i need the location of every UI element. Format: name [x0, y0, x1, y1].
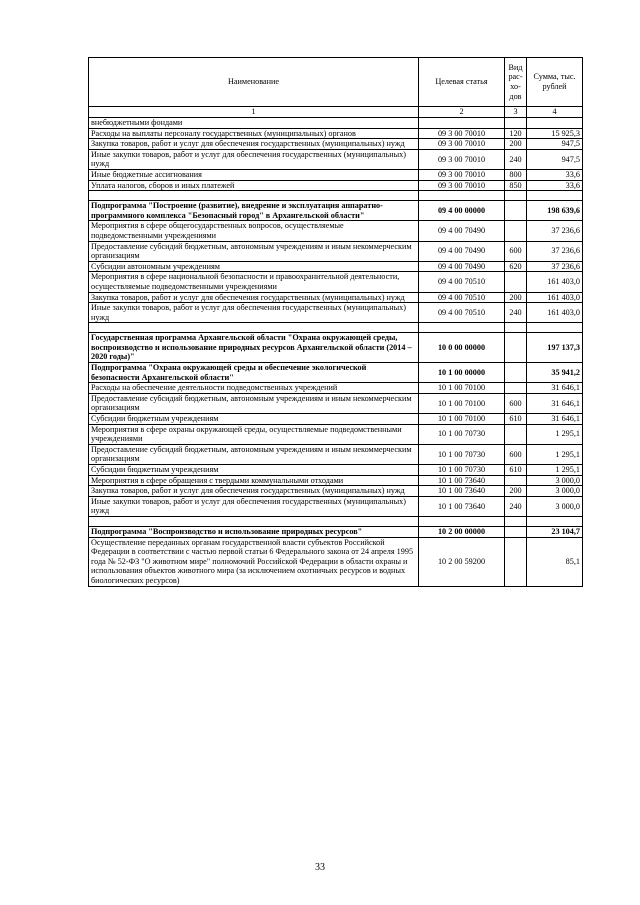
row-sum: 1 295,1: [527, 424, 583, 444]
row-target-article: 10 1 00 73640: [419, 475, 505, 486]
program-row: [89, 201, 583, 221]
empty-cell: [505, 191, 527, 201]
empty-cell: [505, 323, 527, 333]
row-name: Закупка товаров, работ и услуг для обеспечения государственных (муниципальных) нужд: [89, 486, 419, 497]
row-expense-kind: 620: [505, 261, 527, 272]
empty-cell: [527, 323, 583, 333]
spacer-row: [89, 516, 583, 526]
table-row: [89, 303, 583, 323]
table-row: [89, 475, 583, 486]
row-expense-kind: [505, 526, 527, 537]
row-target-article: 09 4 00 70490: [419, 221, 505, 241]
row-expense-kind: 850: [505, 180, 527, 191]
row-name: Иные закупки товаров, работ и услуг для обеспечения государственных (муниципальных) нужд: [89, 149, 419, 169]
table-row: [89, 261, 583, 272]
row-name: Мероприятия в сфере обращения с твердыми коммунальными отходами: [89, 475, 419, 486]
row-sum: 33,6: [527, 180, 583, 191]
row-name: внебюджетными фондами: [89, 118, 419, 129]
row-expense-kind: 200: [505, 292, 527, 303]
row-name: Подпрограмма "Воспроизводство и использование природных ресурсов": [89, 526, 419, 537]
row-expense-kind: [505, 537, 527, 586]
row-sum: 1 295,1: [527, 444, 583, 464]
header-name: Наименование: [89, 58, 419, 107]
table-row: [89, 424, 583, 444]
row-expense-kind: 200: [505, 139, 527, 150]
row-expense-kind: 800: [505, 169, 527, 180]
row-sum: 161 403,0: [527, 303, 583, 323]
row-expense-kind: 200: [505, 486, 527, 497]
row-name: Мероприятия в сфере общегосударственных вопросов, осуществляемые подведомственными учреждениями: [89, 221, 419, 241]
row-target-article: 09 4 00 70510: [419, 272, 505, 292]
row-expense-kind: [505, 383, 527, 394]
row-name: Уплата налогов, сборов и иных платежей: [89, 180, 419, 191]
row-sum: 1 295,1: [527, 465, 583, 476]
spacer-row: [89, 191, 583, 201]
row-sum: 161 403,0: [527, 272, 583, 292]
row-sum: 37 236,6: [527, 221, 583, 241]
table-row: [89, 486, 583, 497]
empty-cell: [89, 191, 419, 201]
row-name: Мероприятия в сфере охраны окружающей среды, осуществляемые подведомственными учреждениями: [89, 424, 419, 444]
row-target-article: 10 1 00 70730: [419, 465, 505, 476]
row-name: Иные закупки товаров, работ и услуг для обеспечения государственных (муниципальных) нужд: [89, 303, 419, 323]
table-row: [89, 496, 583, 516]
row-expense-kind: [505, 333, 527, 363]
row-sum: 85,1: [527, 537, 583, 586]
header-target-article: Целевая статья: [419, 58, 505, 107]
page-number: 33: [315, 862, 325, 873]
row-sum: 33,6: [527, 169, 583, 180]
program-row: [89, 363, 583, 383]
row-target-article: 10 1 00 70730: [419, 444, 505, 464]
column-numbers-row: [89, 107, 583, 118]
row-name: Субсидии бюджетным учреждениям: [89, 414, 419, 425]
empty-cell: [527, 191, 583, 201]
budget-table: [88, 57, 583, 587]
empty-cell: [505, 516, 527, 526]
row-target-article: 10 1 00 70100: [419, 414, 505, 425]
row-sum: 23 104,7: [527, 526, 583, 537]
row-target-article: 10 0 00 00000: [419, 333, 505, 363]
row-expense-kind: [505, 201, 527, 221]
row-expense-kind: 600: [505, 393, 527, 413]
row-expense-kind: 240: [505, 496, 527, 516]
row-sum: 198 639,6: [527, 201, 583, 221]
row-target-article: 09 3 00 70010: [419, 149, 505, 169]
row-expense-kind: [505, 475, 527, 486]
row-target-article: 09 3 00 70010: [419, 180, 505, 191]
row-sum: 31 646,1: [527, 414, 583, 425]
table-row: [89, 444, 583, 464]
spacer-row: [89, 323, 583, 333]
row-expense-kind: [505, 363, 527, 383]
row-sum: 31 646,1: [527, 383, 583, 394]
row-name: Предоставление субсидий бюджетным, автономным учреждениям и иным некоммерческим организациям: [89, 393, 419, 413]
row-sum: 3 000,0: [527, 475, 583, 486]
program-row: [89, 526, 583, 537]
row-name: Закупка товаров, работ и услуг для обеспечения государственных (муниципальных) нужд: [89, 292, 419, 303]
row-name: Подпрограмма "Охрана окружающей среды и обеспечение экологической безопасности Архангельской области": [89, 363, 419, 383]
table-body: [89, 118, 583, 587]
row-target-article: 10 1 00 70730: [419, 424, 505, 444]
row-target-article: 09 4 00 00000: [419, 201, 505, 221]
empty-cell: [89, 323, 419, 333]
row-name: Государственная программа Архангельской области "Охрана окружающей среды, воспроизводство и использование природных ресурсов Архангельской области (2014 – 2020 годы)": [89, 333, 419, 363]
row-sum: 3 000,0: [527, 486, 583, 497]
row-target-article: 09 3 00 70010: [419, 139, 505, 150]
header-expense-kind: Вид рас-хо-дов: [505, 58, 527, 107]
row-target-article: [419, 118, 505, 129]
column-number: 4: [527, 107, 583, 118]
row-target-article: 09 4 00 70510: [419, 292, 505, 303]
row-name: Иные бюджетные ассигнования: [89, 169, 419, 180]
row-target-article: 10 1 00 70100: [419, 383, 505, 394]
row-expense-kind: 600: [505, 241, 527, 261]
row-target-article: 09 3 00 70010: [419, 169, 505, 180]
row-target-article: 10 1 00 70100: [419, 393, 505, 413]
empty-cell: [419, 191, 505, 201]
row-expense-kind: 600: [505, 444, 527, 464]
row-expense-kind: 610: [505, 414, 527, 425]
table-row: [89, 465, 583, 476]
row-name: Расходы на выплаты персоналу государственных (муниципальных) органов: [89, 128, 419, 139]
row-name: Предоставление субсидий бюджетным, автономным учреждениям и иным некоммерческим организациям: [89, 241, 419, 261]
row-expense-kind: 240: [505, 149, 527, 169]
table-row: [89, 241, 583, 261]
row-target-article: 09 3 00 70010: [419, 128, 505, 139]
row-sum: 947,5: [527, 149, 583, 169]
row-name: Иные закупки товаров, работ и услуг для обеспечения государственных (муниципальных) нужд: [89, 496, 419, 516]
empty-cell: [527, 516, 583, 526]
table-row: [89, 537, 583, 586]
row-target-article: 09 4 00 70510: [419, 303, 505, 323]
row-name: Закупка товаров, работ и услуг для обеспечения государственных (муниципальных) нужд: [89, 139, 419, 150]
program-row: [89, 333, 583, 363]
row-expense-kind: [505, 221, 527, 241]
row-sum: 161 403,0: [527, 292, 583, 303]
row-expense-kind: 120: [505, 128, 527, 139]
row-expense-kind: [505, 272, 527, 292]
row-sum: 197 137,3: [527, 333, 583, 363]
table-row: [89, 169, 583, 180]
row-target-article: 10 2 00 59200: [419, 537, 505, 586]
row-name: Субсидии бюджетным учреждениям: [89, 465, 419, 476]
table-row: [89, 118, 583, 129]
empty-cell: [419, 323, 505, 333]
row-sum: 947,5: [527, 139, 583, 150]
header-sum: Сумма, тыс. рублей: [527, 58, 583, 107]
row-name: Мероприятия в сфере национальной безопасности и правоохранительной деятельности, осуществляемые подведомственными учреждениями: [89, 272, 419, 292]
table-row: [89, 414, 583, 425]
document-page: [88, 57, 582, 587]
row-target-article: 10 1 00 00000: [419, 363, 505, 383]
table-row: [89, 139, 583, 150]
row-sum: 31 646,1: [527, 393, 583, 413]
table-row: [89, 180, 583, 191]
row-expense-kind: [505, 118, 527, 129]
row-expense-kind: [505, 424, 527, 444]
row-sum: [527, 118, 583, 129]
row-name: Расходы на обеспечение деятельности подведомственных учреждений: [89, 383, 419, 394]
row-name: Предоставление субсидий бюджетным, автономным учреждениям и иным некоммерческим организациям: [89, 444, 419, 464]
row-sum: 3 000,0: [527, 496, 583, 516]
row-expense-kind: 240: [505, 303, 527, 323]
row-sum: 37 236,6: [527, 261, 583, 272]
table-row: [89, 292, 583, 303]
table-row: [89, 383, 583, 394]
table-row: [89, 393, 583, 413]
row-sum: 35 941,2: [527, 363, 583, 383]
table-row: [89, 272, 583, 292]
table-row: [89, 149, 583, 169]
column-number: 1: [89, 107, 419, 118]
column-number: 3: [505, 107, 527, 118]
empty-cell: [419, 516, 505, 526]
empty-cell: [89, 516, 419, 526]
row-target-article: 09 4 00 70490: [419, 241, 505, 261]
row-name: Субсидии автономным учреждениям: [89, 261, 419, 272]
row-target-article: 10 1 00 73640: [419, 486, 505, 497]
row-target-article: 10 1 00 73640: [419, 496, 505, 516]
row-sum: 37 236,6: [527, 241, 583, 261]
column-number: 2: [419, 107, 505, 118]
row-sum: 15 925,3: [527, 128, 583, 139]
table-row: [89, 221, 583, 241]
row-target-article: 09 4 00 70490: [419, 261, 505, 272]
row-name: Подпрограмма "Построение (развитие), внедрение и эксплуатация аппаратно-программного комплекса "Безопасный город" в Архангельской области": [89, 201, 419, 221]
row-name: Осуществление переданных органам государственной власти субъектов Российской Федерации в соответствии с частью первой статьи 6 Федерального закона от 24 апреля 1995 года № 52-ФЗ "О животном мире" полномочий Российской Федерации в области охраны и использования объектов животного мира (за исключением охотничьих ресурсов и водных биологических ресурсов): [89, 537, 419, 586]
table-header-row: [89, 58, 583, 107]
table-row: [89, 128, 583, 139]
row-target-article: 10 2 00 00000: [419, 526, 505, 537]
row-expense-kind: 610: [505, 465, 527, 476]
